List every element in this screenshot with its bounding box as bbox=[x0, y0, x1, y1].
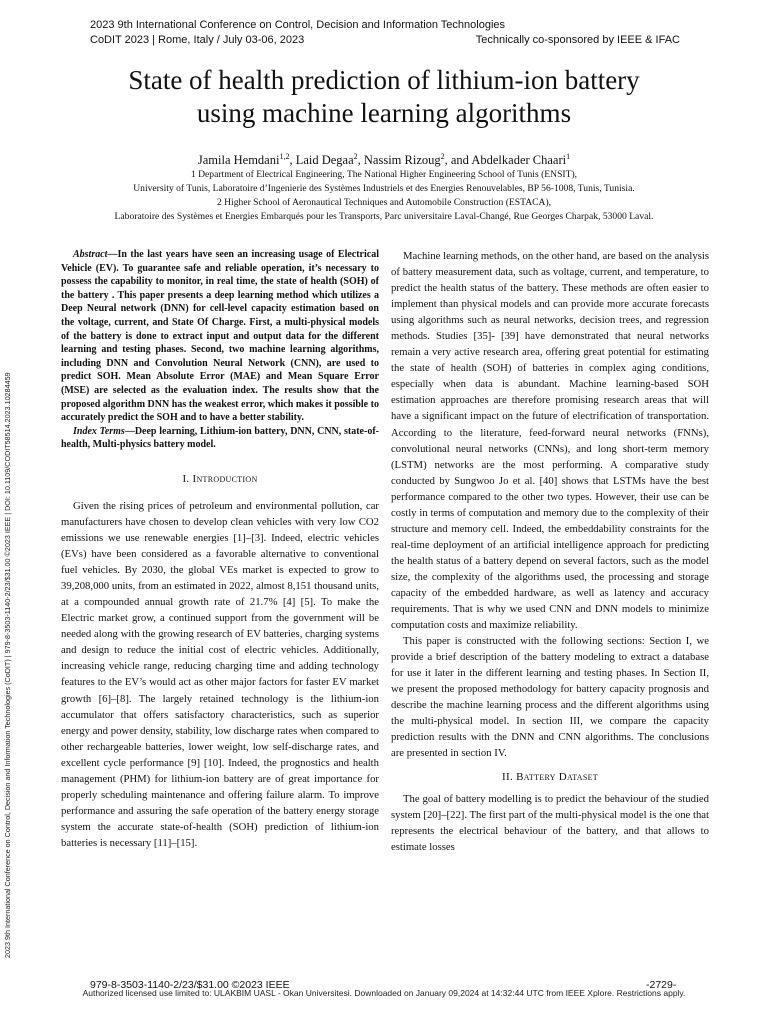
author-affiliation-mark: 2 bbox=[353, 151, 358, 161]
sponsor-line: Technically co-sponsored by IEEE & IFAC bbox=[475, 34, 680, 46]
section-title: Battery Dataset bbox=[516, 770, 598, 783]
author-affiliation-mark: 1,2 bbox=[279, 151, 290, 161]
author-separator: , bbox=[357, 153, 364, 167]
paper-title bbox=[40, 64, 728, 130]
section-title: Introduction bbox=[192, 472, 258, 485]
index-terms-label: Index Terms bbox=[73, 425, 125, 437]
section-heading-introduction bbox=[61, 471, 379, 487]
affiliation-line: University of Tunis, Laboratoire d’Ingenierie des Systèmes Industriels et des Energies Renouvelables, BP 56-1008, Tunis, Tunisia. bbox=[133, 183, 635, 194]
title-line-1: State of health prediction of lithium-ion battery bbox=[128, 65, 640, 95]
index-terms bbox=[61, 425, 379, 452]
footer-isbn: 979-8-3503-1140-2/23/$31.00 ©2023 IEEE bbox=[90, 979, 290, 991]
section-numeral: I. bbox=[182, 472, 193, 485]
license-notice: Authorized licensed use limited to: ULAKBIM UASL - Okan Universitesi. Downloaded on January 09,2024 at 14:32:44 UTC from IEEE Xplore. Restrictions apply. bbox=[82, 988, 686, 998]
author-affiliation-mark: 1 bbox=[566, 151, 571, 161]
author-name: Laid Degaa bbox=[295, 153, 354, 167]
page-number: -2729- bbox=[646, 979, 677, 991]
conference-line: 2023 9th International Conference on Control, Decision and Information Technologies bbox=[90, 19, 506, 31]
left-column bbox=[61, 248, 379, 851]
author-name: Abdelkader Chaari bbox=[471, 153, 567, 167]
section-numeral: II. bbox=[502, 770, 517, 783]
abstract-text: —In the last years have seen an increasing usage of Electrical Vehicle (EV). To guarantee safe and reliable operation, it’s necessary to possess the capability to monitor, in real time, the state of health (SOH) of the battery . This paper presents a deep learning method which utilizes a Deep Neural network (DNN) for cell-level capacity estimation based on the voltage, current, and State Of Charge. First, a multi-physical models of the battery is done to extract input and output data for the different learning and testing phases. Second, two machine learning algorithms, including DNN and Convolution Neural Network (CNN), are used to predict SOH. Mean Absolute Error (MAE) and Mean Square Error (MSE) are selected as the evaluation index. The results show that the proposed algorithm DNN has the weakest error, which makes it possible to accurately predict the SOH and to have a better stability. bbox=[61, 249, 379, 424]
affiliations bbox=[30, 168, 738, 224]
body-paragraph: Given the rising prices of petroleum and environmental pollution, car manufacturers have chosen to develop clean vehicles with very low CO2 emissions we use renewable energies [1]–[3]. Indeed, electric vehicles (EVs) have been considered as a favorable alternative to conventional fuel vehicles. By 2030, the global VEs market is expected to grow to 39,208,000 units, from an estimated in 2022, almost 8,151 thousand units, at a compounded annual growth rate of 21.7% [4] [5]. To make the Electric market grow, a continued support from the government will be needed along with the growing research of EV batteries, charging systems and design to reduce the initial cost of electric vehicles. Additionally, increasing vehicle range, reducing charging time and adding technology features to the EV’s would act as other major factors for faster EV market growth [6]–[8]. The largely retained technology is the lithium-ion accumulator that offers satisfactory characteristics, such as superior energy and power density, stability, low discharge rates when compared to other rechargeable batteries, lower weight, low self-discharge rates, and excellent cycle performance [9] [10]. Indeed, the prognostics and health management (PHM) for lithium-ion battery are of great importance for properly scheduling maintenance and offering failure alarm. To improve performance and assuring the safe operation of the battery energy storage system the accurate state-of-health (SOH) prediction of lithium-ion batteries is necessary [11]–[15]. bbox=[61, 499, 379, 849]
venue-line: CoDIT 2023 | Rome, Italy / July 03-06, 2023 bbox=[90, 34, 305, 46]
abstract-label: Abstract bbox=[73, 249, 108, 260]
body-paragraph: The goal of battery modelling is to predict the behaviour of the studied system [20]–[22]. The first part of the multi-physical model is the one that represents the electrical behaviour of the battery, and that allows to estimate losses bbox=[391, 792, 709, 853]
conference-header bbox=[90, 18, 680, 48]
index-terms-text: —Deep learning, Lithium-ion battery, DNN, CNN, state-of-health, Multi-physics battery model. bbox=[61, 425, 379, 451]
right-column bbox=[391, 248, 709, 855]
author-name: Nassim Rizoug bbox=[363, 153, 441, 167]
abstract bbox=[61, 248, 379, 425]
affiliation-line: 1 Department of Electrical Engineering, The National Higher Engineering School of Tunis (ENSIT), bbox=[190, 169, 578, 180]
body-paragraph: Machine learning methods, on the other hand, are based on the analysis of battery measurement data, such as voltage, current, and temperature, to predict the health status of the battery. These methods are often easier to implement than physical models and can provide more accurate forecasts using algorithms such as neural networks, decision trees, and regression methods. Studies [35]- [39] have demonstrated that neural networks remain a very active research area, offering great potential for estimating the state of health (SOH) of batteries in complex aging conditions, especially when data is abundant. Machine learning-based SOH estimation approaches are therefore promising research areas that will have a significant impact on the future of electrification of transportation. According to the literature, feed-forward neural networks (FNNs), convolutional neural networks (CNNs), and long short-term memory (LSTM) networks are the most performing. A comparative study conducted by Sungwoo Jo et al. [40] shows that LSTMs have the best performance compared to the other two types. However, their use can be costly in terms of computation and memory due to the complexity of their structure and memory cell. Indeed, the embeddability constraints for the real-time deployment of an artificial intelligence approach for predicting the health status of a battery depend on several factors, such as the model size, the complexity of the algorithms used, the processing and storage capacity of the embedded hardware, as well as latency and accuracy requirements. That is why we used CNN and DNN models to minimize computation costs and maximize reliability. bbox=[391, 250, 709, 632]
title-line-2: using machine learning algorithms bbox=[196, 98, 572, 128]
affiliation-line: Laboratoire des Systèmes et Energies Embarqués pour les Transports, Parc universitaire Laval-Changé, Rue Georges Charpak, 53000 Laval. bbox=[114, 211, 654, 222]
author-separator: , and bbox=[444, 153, 472, 167]
doi-side-banner: 2023 9th International Conference on Control, Decision and Information Technologies (CoDIT) | 979-8-3503-1140-2/23/$31.00 ©2023 IEEE | DOI: 10.1109/CODIT58514.2023.10284459 bbox=[3, 372, 12, 958]
affiliation-line: 2 Higher School of Aeronautical Techniques and Automobile Construction (ESTACA), bbox=[216, 197, 552, 208]
author-list bbox=[30, 152, 738, 168]
author-name: Jamila Hemdani bbox=[197, 153, 280, 167]
body-paragraph: This paper is constructed with the following sections: Section I, we provide a brief description of the battery modeling to extract a database for use it later in the different learning and testing phases. In Section II, we present the proposed methodology for battery capacity prognosis and describe the machine learning process and the different algorithms using the multi-physical model. In section III, we compare the capacity prediction results with the DNN and CNN algorithms. The conclusions are presented in section IV. bbox=[391, 635, 709, 760]
author-affiliation-mark: 2 bbox=[440, 151, 445, 161]
section-heading-battery-dataset bbox=[391, 769, 709, 785]
author-separator: , bbox=[289, 153, 296, 167]
